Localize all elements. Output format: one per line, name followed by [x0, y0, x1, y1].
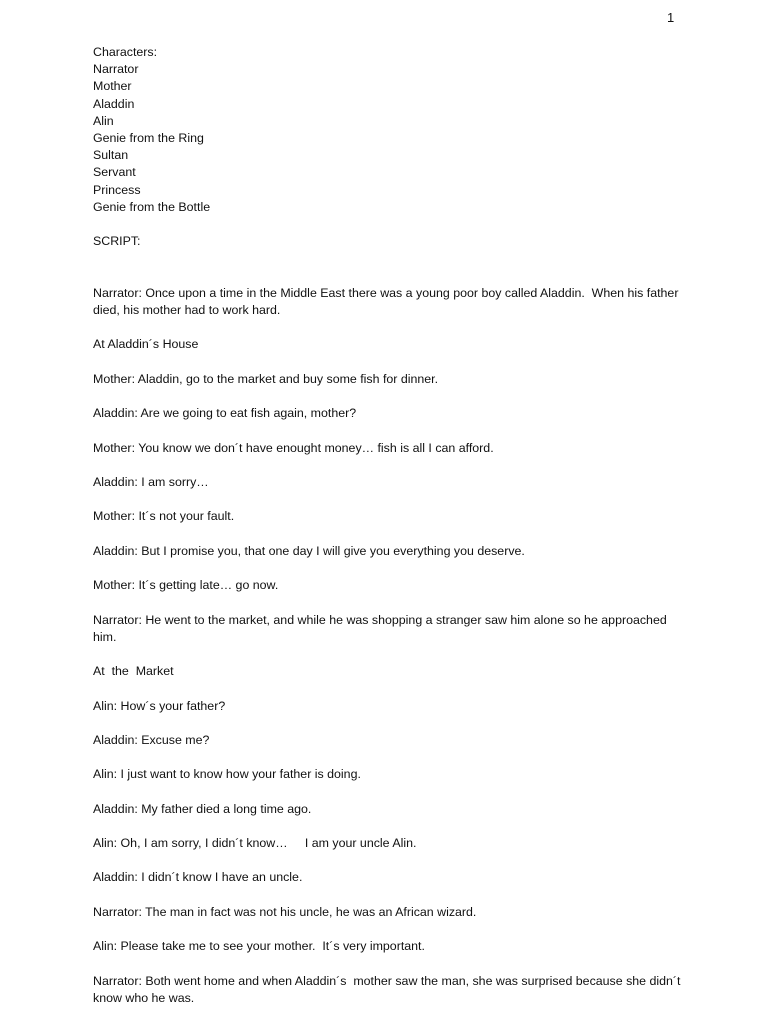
character-item: Servant: [93, 165, 136, 180]
script-line: Narrator: The man in fact was not his uncle, he was an African wizard.: [93, 904, 477, 919]
script-line: Narrator: He went to the market, and while he was shopping a stranger saw him alone so he approached him.: [93, 612, 671, 644]
character-item: Genie from the Ring: [93, 131, 204, 146]
script-line: Aladdin: I didn´t know I have an uncle.: [93, 870, 303, 885]
script-line: Aladdin: But I promise you, that one day I will give you everything you deserve.: [93, 543, 525, 558]
character-item: Aladdin: [93, 96, 135, 111]
document-body: [93, 44, 683, 1024]
character-item: Princess: [93, 182, 141, 197]
script-line: Aladdin: Are we going to eat fish again, mother?: [93, 406, 357, 421]
script-line: Alin: How´s your father?: [93, 698, 226, 713]
script-line: Alin: Oh, I am sorry, I didn´t know… I am your uncle Alin.: [93, 836, 417, 851]
script-line: Alin: I just want to know how your father is doing.: [93, 767, 361, 782]
script-line: Mother: It´s getting late… go now.: [93, 578, 279, 593]
script-line: Narrator: Once upon a time in the Middle East there was a young poor boy called Aladdin. When his father died, his mother had to work hard.: [93, 285, 682, 318]
script-section: [93, 285, 683, 1007]
script-line: Mother: You know we don´t have enought money… fish is all I can afford.: [93, 440, 494, 455]
script-line: Alin: Please take me to see your mother. It´s very important.: [93, 939, 425, 954]
character-item: Narrator: [93, 62, 139, 77]
script-heading: SCRIPT:: [93, 234, 141, 249]
page-number: 1: [667, 10, 675, 25]
script-line: Aladdin: My father died a long time ago.: [93, 801, 312, 816]
character-item: Alin: [93, 113, 114, 128]
character-item: Sultan: [93, 148, 129, 163]
script-line: Narrator: Both went home and when Aladdin´s mother saw the man, she was surprised because she didn´t know who he was.: [93, 973, 684, 1005]
script-line: Mother: It´s not your fault.: [93, 509, 235, 524]
character-item: Mother: [93, 79, 132, 94]
scene-heading: At the Market: [93, 664, 174, 679]
characters-heading: Characters:: [93, 45, 158, 59]
script-line: Mother: Aladdin, go to the market and buy some fish for dinner.: [93, 371, 439, 386]
script-line: Aladdin: Excuse me?: [93, 732, 210, 747]
characters-section: [93, 44, 683, 216]
scene-heading: At Aladdin´s House: [93, 337, 199, 352]
character-item: Genie from the Bottle: [93, 199, 211, 214]
script-line: Aladdin: I am sorry…: [93, 474, 209, 489]
